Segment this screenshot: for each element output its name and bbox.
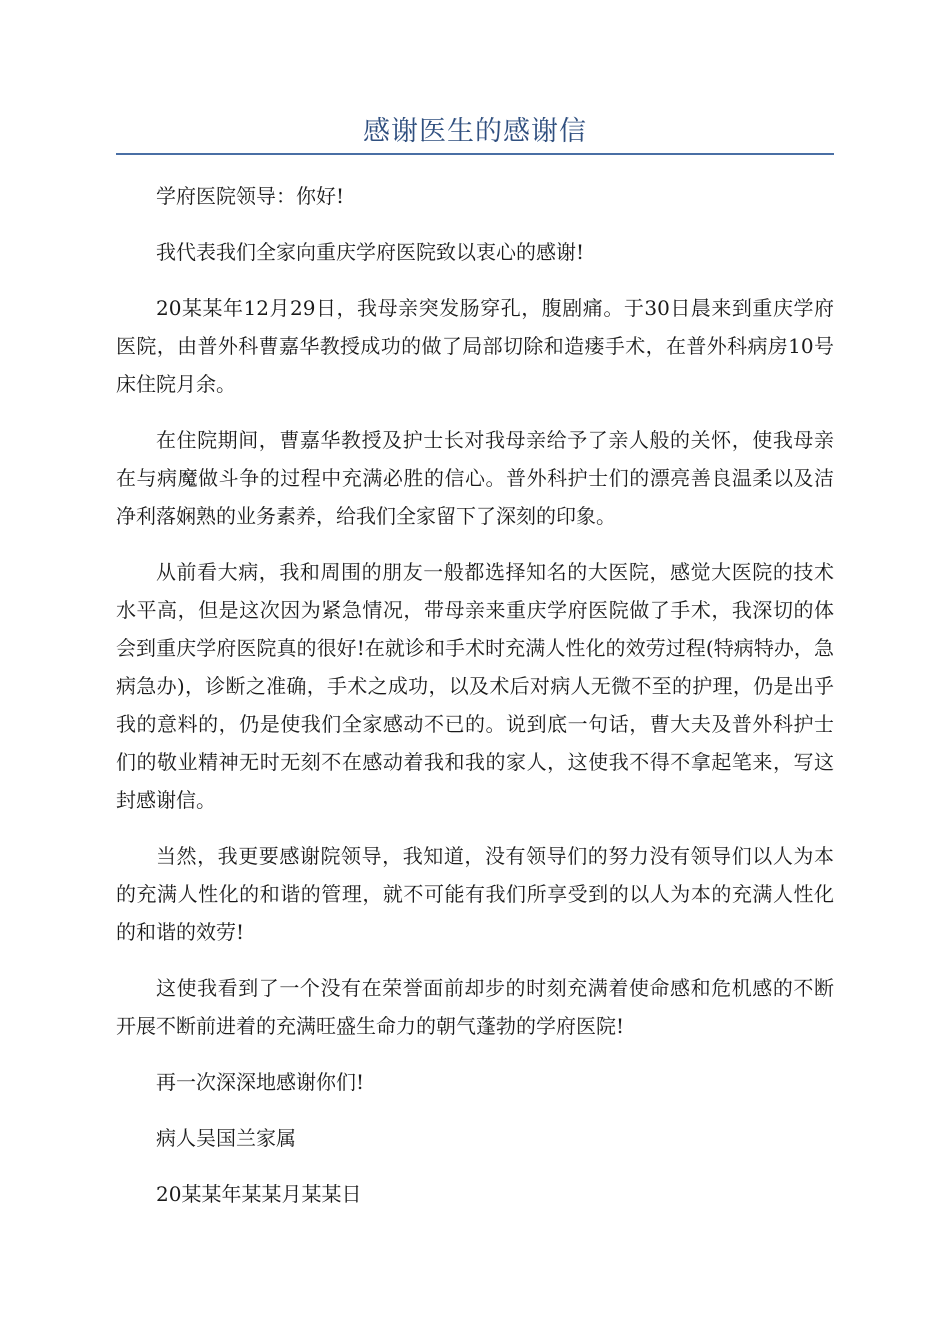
paragraph-incident: 20某某年12月29日，我母亲突发肠穿孔，腹剧痛。于30日晨来到重庆学府医院，由普外科曹嘉华教授成功的做了局部切除和造瘘手术，在普外科病房10号床住院月余。 (116, 296, 834, 396)
salutation: 学府医院领导：你好! (156, 184, 345, 208)
paragraph-care: 在住院期间，曹嘉华教授及护士长对我母亲给予了亲人般的关怀，使我母亲在与病魔做斗争的过程中充满必胜的信心。普外科护士们的漂亮善良温柔以及洁净利落娴熟的业务素养，给我们全家留下了深刻的印象。 (116, 428, 834, 528)
paragraph-leadership: 当然，我更要感谢院领导，我知道，没有领导们的努力没有领导们以人为本的充满人性化的和谐的管理，就不可能有我们所享受到的以人为本的充满人性化的和谐的效劳! (116, 844, 834, 944)
paragraph-thanks: 我代表我们全家向重庆学府医院致以衷心的感谢! (156, 240, 585, 264)
paragraph-hospital: 这使我看到了一个没有在荣誉面前却步的时刻充满着使命感和危机感的不断开展不断前进着的充满旺盛生命力的朝气蓬勃的学府医院! (116, 976, 834, 1038)
closing-thanks: 再一次深深地感谢你们! (156, 1070, 365, 1094)
date-line: 20某某年某某月某某日 (156, 1182, 362, 1206)
document-title: 感谢医生的感谢信 (363, 116, 587, 147)
paragraph-experience: 从前看大病，我和周围的朋友一般都选择知名的大医院，感觉大医院的技术水平高，但是这次因为紧急情况，带母亲来重庆学府医院做了手术，我深切的体会到重庆学府医院真的很好!在就诊和手术时充满人性化的效劳过程(特病特办，急病急办)，诊断之准确，手术之成功，以及术后对病人无微不至的护理，仍是出乎我的意料的，仍是使我们全家感动不已的。说到底一句话，曹大夫及普外科护士们的敬业精神无时无刻不在感动着我和我的家人，这使我不得不拿起笔来，写这封感谢信。 (116, 560, 834, 812)
title-underline (116, 153, 834, 155)
signature: 病人吴国兰家属 (156, 1126, 296, 1150)
